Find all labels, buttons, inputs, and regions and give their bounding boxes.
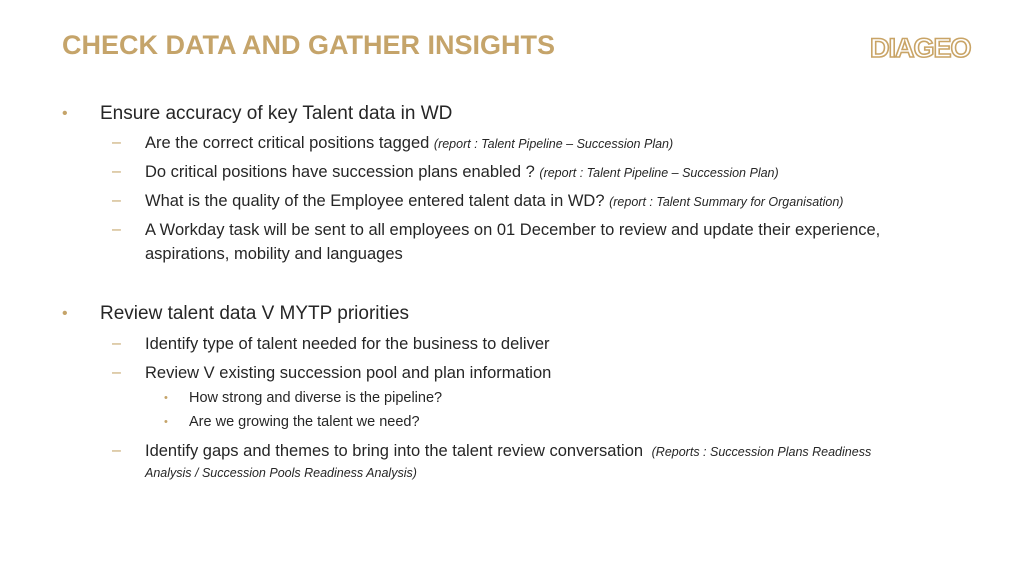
section1-item-1: Are the correct critical positions tagged (report : Talent Pipeline – Succession Plan) bbox=[145, 134, 674, 152]
report-reference: (report : Talent Pipeline – Succession Plan) bbox=[433, 137, 674, 151]
section1-heading: Ensure accuracy of key Talent data in WD bbox=[100, 103, 453, 124]
section2-item-2: Review V existing succession pool and plan information bbox=[145, 364, 552, 382]
dash-icon: – bbox=[112, 335, 121, 352]
section1-item-4-cont: aspirations, mobility and languages bbox=[145, 245, 403, 263]
section2-subitem-1: How strong and diverse is the pipeline? bbox=[189, 390, 443, 406]
section2-item-1: Identify type of talent needed for the business to deliver bbox=[145, 335, 550, 353]
section1-item-3: What is the quality of the Employee entered talent data in WD? (report : Talent Summary for Organisation) bbox=[145, 192, 844, 210]
dash-icon: – bbox=[112, 134, 121, 151]
section1-item-4: A Workday task will be sent to all employees on 01 December to review and update their experience, bbox=[145, 221, 881, 239]
slide-title: CHECK DATA AND GATHER INSIGHTS bbox=[62, 30, 555, 60]
report-reference: (report : Talent Summary for Organisation) bbox=[609, 195, 844, 209]
small-bullet-icon: • bbox=[164, 392, 168, 404]
section2-heading: Review talent data V MYTP priorities bbox=[100, 303, 410, 324]
dash-icon: – bbox=[112, 221, 121, 238]
section2-subitem-2: Are we growing the talent we need? bbox=[189, 414, 420, 430]
dash-icon: – bbox=[112, 442, 121, 459]
report-reference: (report : Talent Pipeline – Succession Plan) bbox=[539, 166, 779, 180]
small-bullet-icon: • bbox=[164, 416, 168, 428]
section2-item-3: Identify gaps and themes to bring into the talent review conversation (Reports : Succession Plans Readiness bbox=[145, 442, 872, 460]
diageo-logo: DIAGEO bbox=[870, 33, 971, 63]
section2-item-3-cont: Analysis / Succession Pools Readiness Analysis) bbox=[145, 466, 417, 480]
dash-icon: – bbox=[112, 163, 121, 180]
dash-icon: – bbox=[112, 192, 121, 209]
report-reference: (Reports : Succession Plans Readiness bbox=[651, 445, 872, 459]
section1-item-2: Do critical positions have succession plans enabled ? (report : Talent Pipeline – Succession Plan) bbox=[145, 163, 779, 181]
dash-icon: – bbox=[112, 364, 121, 381]
bullet-icon: • bbox=[62, 105, 68, 122]
bullet-icon: • bbox=[62, 305, 68, 322]
